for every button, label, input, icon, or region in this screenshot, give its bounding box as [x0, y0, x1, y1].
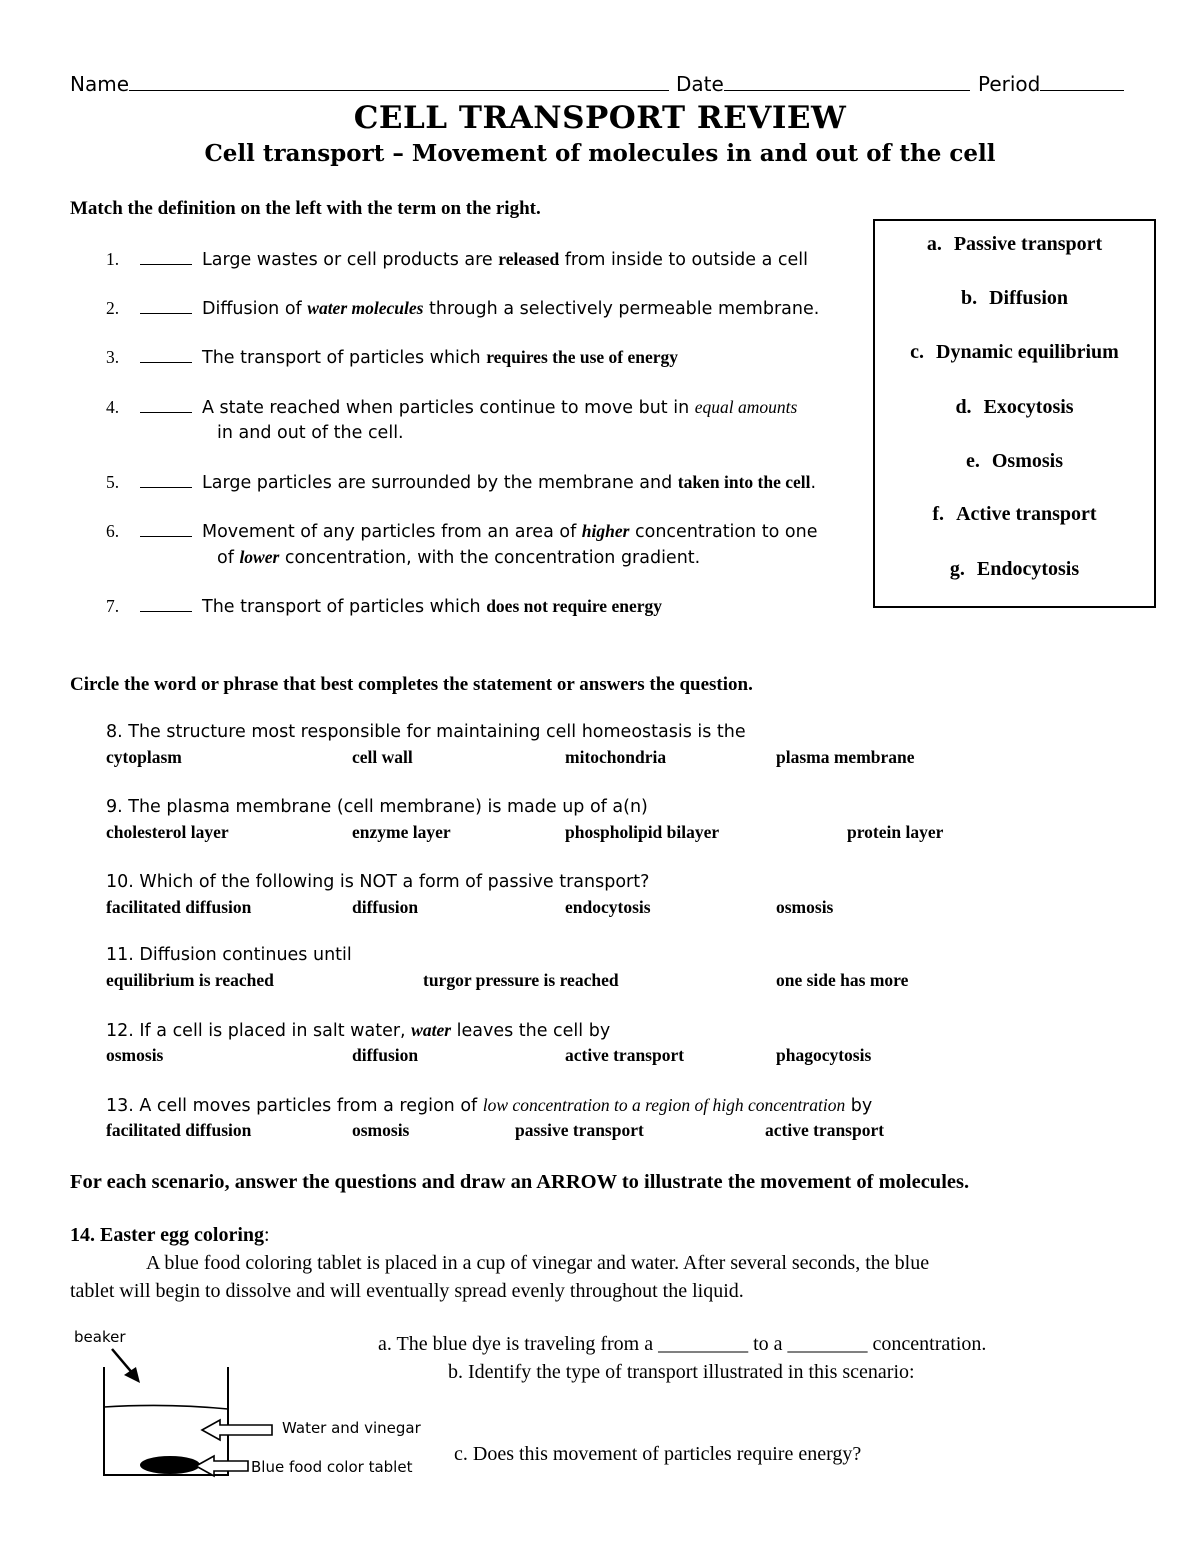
option-12a[interactable]: osmosis: [106, 1045, 164, 1065]
term-f: [875, 503, 1154, 526]
term-letter: c.: [910, 341, 925, 363]
answer-blank[interactable]: [140, 299, 192, 314]
item-emphasis: water molecules: [307, 298, 424, 318]
item-text: through a selectively permeable membrane.: [423, 299, 820, 319]
scenario-text-line-2: tablet will begin to dissolve and will eventually spread evenly throughout the liquid.: [70, 1280, 744, 1302]
answer-blank[interactable]: [140, 597, 192, 612]
item-emphasis: equal amounts: [694, 397, 798, 417]
option-10a[interactable]: facilitated diffusion: [106, 897, 252, 917]
question-12: [106, 1020, 610, 1041]
item-emphasis: lower: [239, 547, 280, 567]
question-14c: c. Does this movement of particles require energy?: [454, 1443, 862, 1465]
item-text: Large wastes or cell products are: [202, 250, 499, 270]
name-label: Name: [70, 72, 130, 96]
option-13c[interactable]: passive transport: [515, 1120, 644, 1140]
water-arrow-icon: [202, 1420, 272, 1440]
item-text: Diffusion of: [202, 299, 308, 319]
item-emphasis: higher: [581, 521, 630, 541]
tablet-arrow-icon: [196, 1456, 248, 1476]
item-emphasis: taken into the cell: [677, 472, 811, 492]
item-number: 4.: [106, 397, 120, 417]
question-text: by: [845, 1096, 873, 1116]
term-label: Passive transport: [953, 233, 1103, 255]
option-12d[interactable]: phagocytosis: [776, 1045, 872, 1065]
item-number: 2.: [106, 298, 120, 318]
question-13: [106, 1095, 872, 1116]
water-label: Water and vinegar: [282, 1419, 421, 1437]
option-13a[interactable]: facilitated diffusion: [106, 1120, 252, 1140]
item-number: 7.: [106, 596, 120, 616]
term-a: [875, 233, 1154, 256]
question-11: 11. Diffusion continues until: [106, 945, 352, 965]
term-letter: g.: [949, 558, 965, 580]
period-field[interactable]: [978, 72, 1124, 96]
option-12c[interactable]: active transport: [565, 1045, 685, 1065]
option-11b[interactable]: turgor pressure is reached: [423, 970, 619, 990]
option-10c[interactable]: endocytosis: [565, 897, 651, 917]
item-text: Large particles are surrounded by the membrane and: [202, 473, 678, 493]
name-line[interactable]: [129, 72, 669, 91]
question-text: 12. If a cell is placed in salt water,: [106, 1021, 412, 1041]
beaker-label: beaker: [74, 1328, 126, 1346]
date-line[interactable]: [724, 72, 970, 91]
item-text: The transport of particles which: [202, 348, 487, 368]
item-emphasis: does not require energy: [486, 596, 662, 616]
term-letter: e.: [965, 450, 980, 472]
match-item-1: [106, 249, 808, 270]
match-item-3: [106, 347, 678, 368]
question-9: 9. The plasma membrane (cell membrane) is made up of a(n): [106, 797, 648, 817]
match-item-6: [106, 521, 817, 542]
period-line[interactable]: [1040, 72, 1124, 91]
option-8a[interactable]: cytoplasm: [106, 747, 182, 767]
question-14a: a. The blue dye is traveling from a _________ to a ________ concentration.: [378, 1333, 987, 1355]
match-item-5: [106, 472, 816, 493]
term-e: [875, 450, 1154, 473]
option-8d[interactable]: plasma membrane: [776, 747, 915, 767]
term-letter: d.: [955, 396, 972, 418]
item-text: Movement of any particles from an area of: [202, 522, 582, 542]
answer-blank[interactable]: [140, 522, 192, 537]
item-number: 6.: [106, 521, 120, 541]
option-11a[interactable]: equilibrium is reached: [106, 970, 274, 990]
date-label: Date: [676, 72, 724, 96]
tablet-label: Blue food color tablet: [251, 1458, 413, 1476]
question-emphasis: water: [411, 1020, 452, 1040]
name-field[interactable]: [70, 72, 669, 96]
match-item-6-continued: [217, 547, 700, 568]
option-9d[interactable]: protein layer: [847, 822, 944, 842]
scenario-title: Easter egg coloring: [100, 1224, 265, 1246]
item-number: 1.: [106, 249, 120, 269]
term-c: [875, 341, 1154, 364]
item-text: of: [217, 548, 240, 568]
item-text: concentration, with the concentration gradient.: [279, 548, 701, 568]
term-b: [875, 287, 1154, 310]
option-9c[interactable]: phospholipid bilayer: [565, 822, 720, 842]
option-11c[interactable]: one side has more: [776, 970, 909, 990]
question-text: leaves the cell by: [451, 1021, 611, 1041]
term-letter: a.: [926, 233, 942, 255]
item-emphasis: released: [498, 249, 560, 269]
option-9b[interactable]: enzyme layer: [352, 822, 451, 842]
option-8b[interactable]: cell wall: [352, 747, 413, 767]
term-box: [873, 219, 1156, 608]
option-9a[interactable]: cholesterol layer: [106, 822, 229, 842]
option-13d[interactable]: active transport: [765, 1120, 885, 1140]
item-text: A state reached when particles continue to move but in: [202, 398, 695, 418]
answer-blank[interactable]: [140, 473, 192, 488]
match-item-4: [106, 397, 797, 418]
question-emphasis: low concentration to a region of high concentration: [482, 1095, 846, 1115]
term-label: Osmosis: [991, 450, 1063, 472]
match-item-2: [106, 298, 819, 319]
term-label: Active transport: [956, 503, 1097, 525]
term-label: Dynamic equilibrium: [936, 341, 1119, 363]
term-g: [875, 558, 1154, 581]
answer-blank[interactable]: [140, 398, 192, 413]
answer-blank[interactable]: [140, 348, 192, 363]
scenario-colon: :: [264, 1224, 270, 1246]
term-label: Diffusion: [989, 287, 1069, 309]
item-number: 3.: [106, 347, 120, 367]
tablet-shape: [140, 1456, 200, 1474]
question-8: 8. The structure most responsible for maintaining cell homeostasis is the: [106, 722, 746, 742]
option-13b[interactable]: osmosis: [352, 1120, 410, 1140]
question-14b: b. Identify the type of transport illustrated in this scenario:: [448, 1361, 915, 1383]
scenario-14-heading: [70, 1224, 270, 1247]
date-field[interactable]: [676, 72, 970, 96]
term-d: [875, 396, 1154, 419]
item-text: concentration to one: [629, 522, 818, 542]
match-item-7: [106, 596, 662, 617]
scenario-number: 14.: [70, 1224, 95, 1246]
option-12b[interactable]: diffusion: [352, 1045, 419, 1065]
item-emphasis: requires the use of energy: [486, 347, 679, 367]
question-10: 10. Which of the following is NOT a form of passive transport?: [106, 872, 650, 892]
term-letter: f.: [932, 503, 945, 525]
match-item-4-continued: in and out of the cell.: [217, 423, 404, 443]
scenario-text-line-1: A blue food coloring tablet is placed in a cup of vinegar and water. After several seconds, the blue: [146, 1252, 930, 1274]
page-subtitle: Cell transport – Movement of molecules in and out of the cell: [204, 140, 996, 167]
term-label: Exocytosis: [983, 396, 1074, 418]
answer-blank[interactable]: [140, 250, 192, 265]
item-text: The transport of particles which: [202, 597, 487, 617]
page-title: CELL TRANSPORT REVIEW: [353, 100, 847, 136]
option-10b[interactable]: diffusion: [352, 897, 419, 917]
circle-instruction: Circle the word or phrase that best completes the statement or answers the question.: [70, 674, 753, 695]
term-label: Endocytosis: [976, 558, 1080, 580]
term-letter: b.: [960, 287, 978, 309]
scenario-instruction: For each scenario, answer the questions and draw an ARROW to illustrate the movement of molecules.: [70, 1171, 970, 1193]
item-number: 5.: [106, 472, 120, 492]
matching-instruction: Match the definition on the left with the term on the right.: [70, 198, 541, 219]
item-text: from inside to outside a cell: [559, 250, 809, 270]
liquid-surface: [104, 1405, 228, 1409]
beaker-pointer-head: [124, 1367, 140, 1383]
item-text: .: [810, 473, 817, 493]
period-label: Period: [978, 72, 1041, 96]
option-10d[interactable]: osmosis: [776, 897, 834, 917]
option-8c[interactable]: mitochondria: [565, 747, 667, 767]
question-text: 13. A cell moves particles from a region of: [106, 1096, 483, 1116]
